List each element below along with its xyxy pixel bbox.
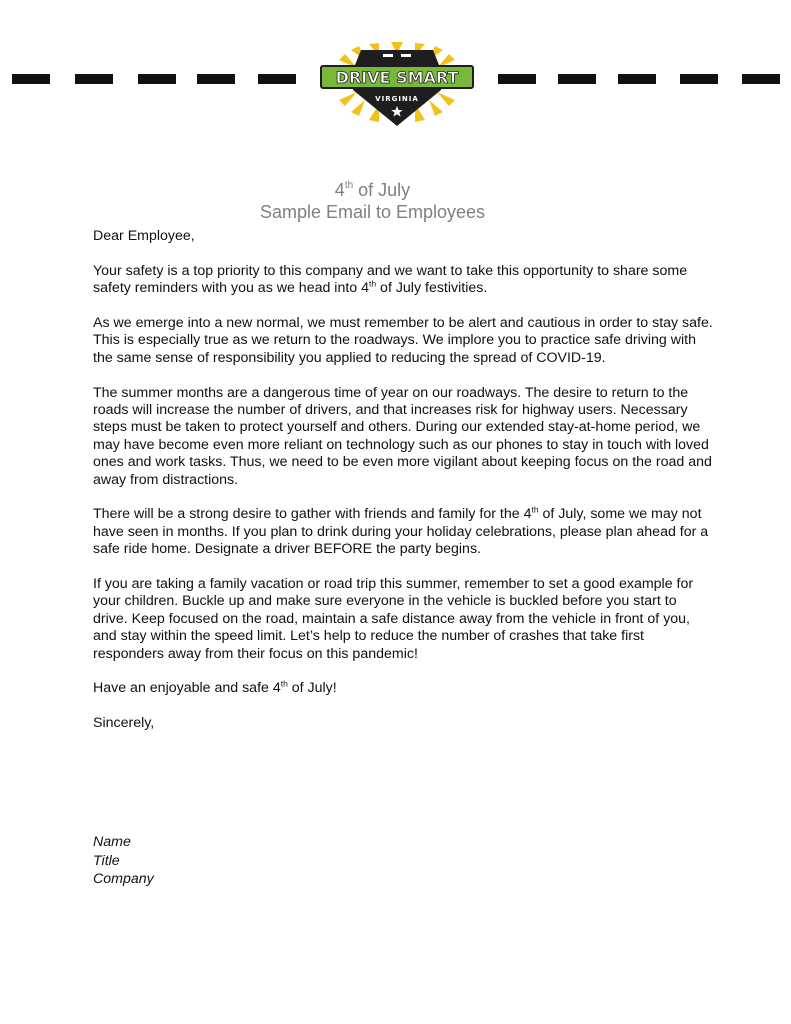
road-dash bbox=[12, 74, 50, 84]
page-title bbox=[0, 179, 745, 223]
signature-title: Title bbox=[93, 852, 120, 869]
drive-smart-logo bbox=[317, 42, 477, 128]
logo-sub-text: VIRGINIA bbox=[375, 95, 419, 103]
road-dash bbox=[498, 74, 536, 84]
title-line-2: Sample Email to Employees bbox=[259, 202, 486, 222]
salutation: Dear Employee, bbox=[93, 228, 195, 244]
road-dash bbox=[680, 74, 718, 84]
road-dash bbox=[618, 74, 656, 84]
paragraph-6: Have an enjoyable and safe 4th of July! bbox=[93, 678, 337, 697]
paragraph-4: There will be a strong desire to gather with friends and family for the 4th of July, some we may not have seen in months. If you plan to drink during your holiday celebrations, please plan ahead for a safe ride home. Designate a driver BEFORE the party begins. bbox=[93, 504, 709, 558]
signature-name: Name bbox=[93, 834, 131, 850]
road-dash bbox=[138, 74, 176, 84]
signature-block bbox=[93, 833, 154, 889]
closing: Sincerely, bbox=[93, 715, 155, 732]
road-dashes-right bbox=[490, 74, 791, 84]
title-line-1: 4th of July bbox=[334, 180, 411, 200]
paragraph-1: Your safety is a top priority to this company and we want to take this opportunity to share some safety reminders with you as we head into 4th of July festivities. bbox=[93, 262, 688, 297]
signature-company: Company bbox=[93, 871, 154, 887]
paragraph-2: As we emerge into a new normal, we must remember to be alert and cautious in order to stay safe. This is especially true as we return to the roadways. We implore you to practice safe driving with the same sense of responsibility you applied to reducing the spread of COVID-19. bbox=[93, 315, 713, 366]
road-dash bbox=[742, 74, 780, 84]
road-dash bbox=[75, 74, 113, 84]
road-dash bbox=[197, 74, 235, 84]
letter-body bbox=[93, 228, 713, 750]
road-dashes-left bbox=[0, 74, 300, 84]
logo-main-text: DRIVE SMART bbox=[335, 68, 459, 87]
road-dash bbox=[558, 74, 596, 84]
paragraph-5: If you are taking a family vacation or road trip this summer, remember to set a good example for your children. Buckle up and make sure everyone in the vehicle is buckled before you start to drive. Keep focused on the road, maintain a safe distance away from the vehicle in front of you, and stay within the speed limit. Let’s help to reduce the number of crashes that take first responders away from their focus on this pandemic! bbox=[93, 576, 694, 662]
paragraph-3: The summer months are a dangerous time of year on our roadways. The desire to return to the roads will increase the number of drivers, and that increases risk for highway users. Necessary steps must be taken to protect yourself and others. During our extended stay-at-home period, we may have become even more reliant on technology such as our phones to stay in touch with loved ones and work tasks. Thus, we need to be even more vigilant about keeping focus on the road and away from distractions. bbox=[93, 384, 712, 488]
road-dash bbox=[258, 74, 296, 84]
